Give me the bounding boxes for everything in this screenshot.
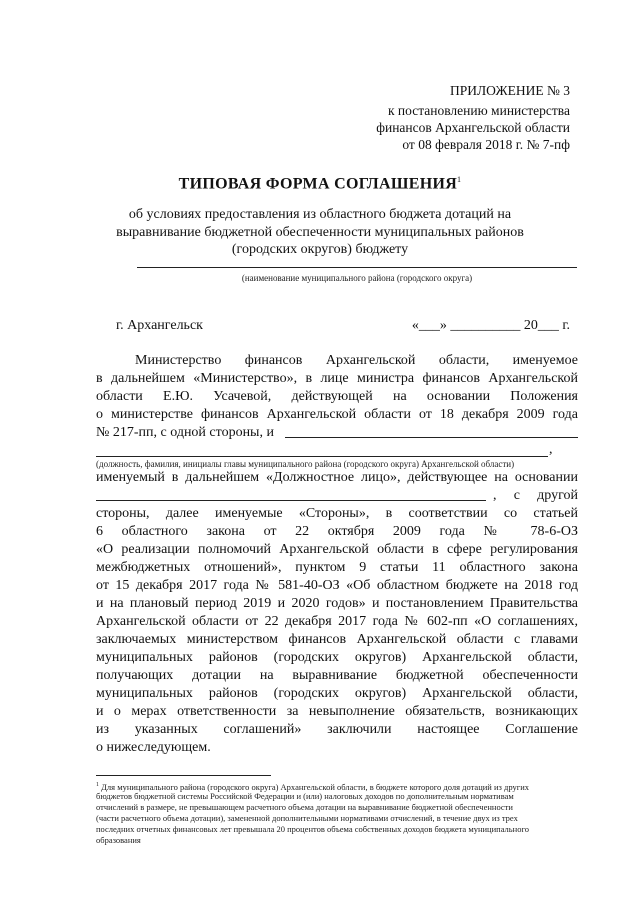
paragraph-line-18: муниципальных районов (городских округов) Архангельской области, — [96, 686, 578, 701]
form-title-text: ТИПОВАЯ ФОРМА СОГЛАШЕНИЯ — [178, 175, 458, 193]
footnote-line-2: бюджетов бюджетной системы Российской Федерации и (или) налоговых доходов по дополнительным нормативам — [96, 791, 514, 801]
basis-fill-line — [96, 500, 486, 501]
paragraph-line-16: муниципальных районов (городских округов) Архангельской области, — [96, 650, 578, 665]
footnote-text-1: Для муниципального района (городского округа) Архангельской области, в бюджете которого доля дотаций из других — [101, 781, 529, 792]
district-name-line — [137, 267, 577, 268]
district-caption: (наименование муниципального района (городского округа) — [241, 273, 473, 283]
paragraph-line-7-end: , с другой — [493, 488, 578, 503]
agreement-date: «___» __________ 20___ г. — [411, 318, 570, 333]
paragraph-line-4: о министерстве финансов Архангельской области от 18 декабря 2009 года — [96, 407, 578, 422]
paragraph-line-8: стороны, далее именуемые «Стороны», в соответствии со статьей — [96, 506, 578, 521]
form-title-footnote-mark: 1 — [457, 175, 462, 184]
footnote-line-6: образования — [96, 835, 141, 845]
paragraph-line-15: заключаемых министерством финансов Архангельской области с главами — [96, 632, 578, 647]
annex-line-3: от 08 февраля 2018 г. № 7-пф — [402, 137, 570, 152]
paragraph-line-3: области Е.Ю. Усачевой, действующей на основании Положения — [96, 389, 578, 404]
paragraph-line-20: из указанных соглашений» заключили настоящее Соглашение — [96, 722, 578, 737]
paragraph-line-5: № 217-пп, с одной стороны, и — [96, 425, 274, 440]
form-title — [0, 175, 640, 193]
paragraph-line-9: 6 областного закона от 22 октября 2009 года № 78-6-ОЗ — [96, 524, 578, 539]
paragraph-line-6: именуемый в дальнейшем «Должностное лицо», действующее на основании — [96, 470, 578, 485]
footnote-separator — [96, 775, 271, 776]
paragraph-line-21: о нижеследующем. — [96, 740, 211, 755]
paragraph-line-2: в дальнейшем «Министерство», в лице министра финансов Архангельской — [96, 371, 578, 386]
form-subtitle: об условиях предоставления из областного бюджета дотаций на выравнивание бюджетной обеспеченности муниципальных районов (городских округов) бюджету — [116, 207, 524, 257]
paragraph-line-13: и на плановый период 2019 и 2020 годов» и постановлением Правительства — [96, 596, 578, 611]
official-caption: (должность, фамилия, инициалы главы муниципального района (городского округа) Архангельской области) — [96, 459, 515, 469]
paragraph-line-10: «О реализации полномочий Архангельской области в сфере регулирования — [96, 542, 578, 557]
party-fill-line-2 — [96, 456, 548, 457]
paragraph-line-1: Министерство финансов Архангельской области, именуемое — [135, 353, 578, 368]
annex-title: ПРИЛОЖЕНИЕ № 3 — [449, 83, 570, 98]
footnote-line-3: отчислений в размере, не превышающем расчетного объема дотации на выравнивание бюджетной обеспеченности — [96, 802, 513, 812]
paragraph-line-11: межбюджетных отношений», пунктом 9 статьи 11 областного закона — [96, 560, 578, 575]
annex-line-2: финансов Архангельской области — [376, 120, 570, 135]
annex-line-1: к постановлению министерства — [387, 103, 570, 118]
footnote-line-5: последних отчетных финансовых лет превышала 20 процентов объема собственных доходов бюджета муниципального — [96, 824, 529, 834]
party-fill-line-1 — [285, 437, 578, 438]
paragraph-line-19: и о мерах ответственности за невыполнение обязательств, возникающих — [96, 704, 578, 719]
footnote-line-4: (части расчетного объема дотации), замененной дополнительными нормативами отчислений, в течение двух из трех — [96, 813, 518, 823]
place-city: г. Архангельск — [116, 318, 203, 333]
paragraph-line-17: получающих дотации на выравнивание бюджетной обеспеченности — [96, 668, 578, 683]
party-comma: , — [549, 442, 553, 457]
footnote-mark: 1 — [96, 782, 99, 788]
paragraph-line-12: от 15 декабря 2017 года № 581-40-ОЗ «Об областном бюджете на 2018 год — [96, 578, 578, 593]
paragraph-line-14: Архангельской области от 22 декабря 2017 года № 602-пп «О соглашениях, — [96, 614, 578, 629]
